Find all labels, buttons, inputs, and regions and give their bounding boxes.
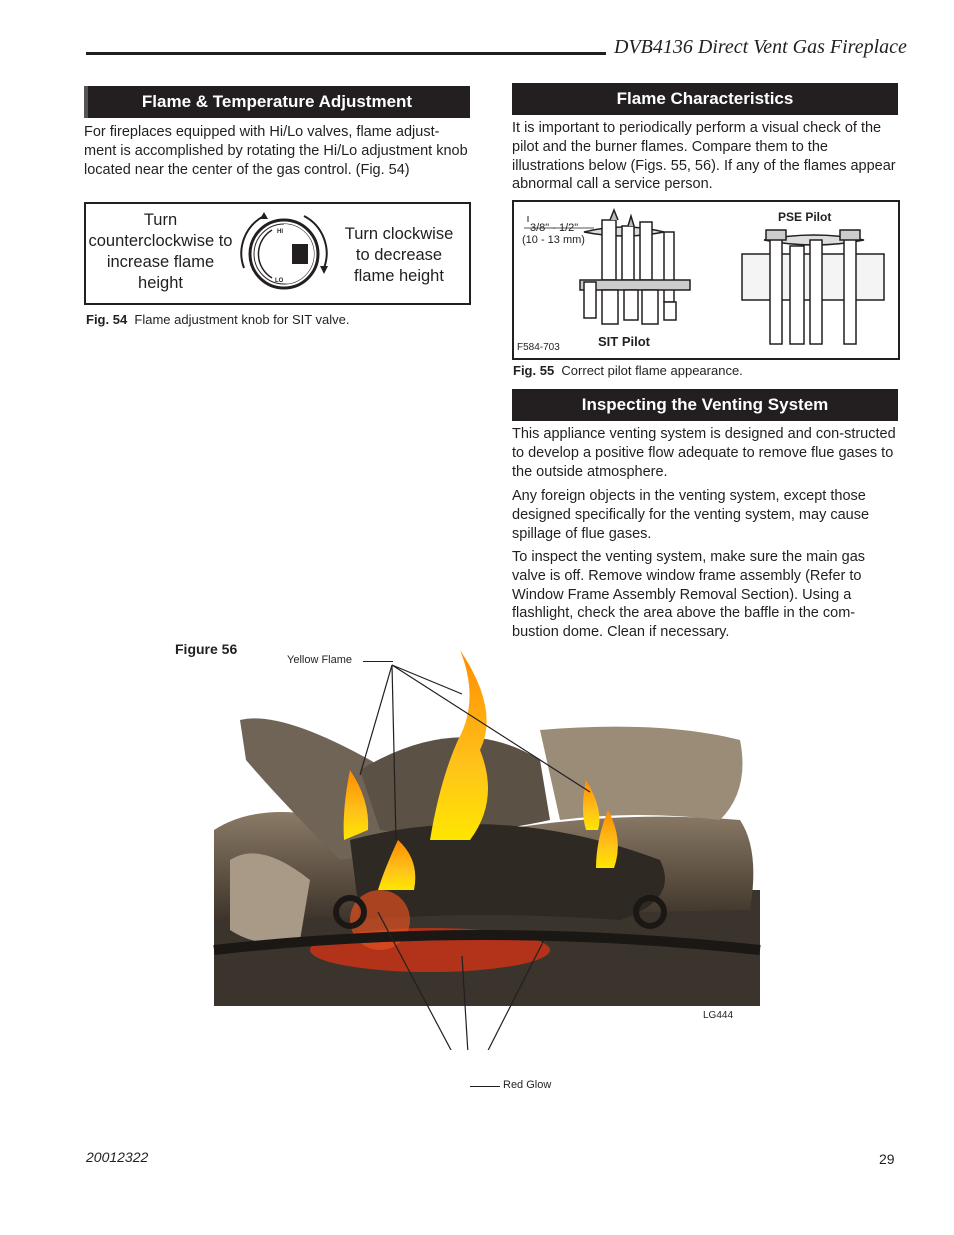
document-title: DVB4136 Direct Vent Gas Fireplace — [614, 36, 907, 58]
knob-figure-box — [84, 202, 471, 305]
pilot-dimension-mm: (10 - 13 mm) — [522, 234, 585, 246]
vent-paragraph-2: Any foreign objects in the venting system, except those designed specifically for the venting system, may cause spillage of flue gases. — [512, 488, 870, 542]
fig55-caption — [513, 363, 743, 378]
red-glow-leader — [470, 1086, 500, 1087]
fig54-caption-text: Flame adjustment knob for SIT valve. — [134, 312, 350, 327]
flame-paragraph: It is important to periodically perform a visual check of the pilot and the burner flames. Compare them to the illustrations below (Figs. 55, 56). If any of the flames appear abnormal call a service person. — [512, 120, 896, 193]
fig55-caption-text: Correct pilot flame appearance. — [561, 363, 743, 378]
document-number: 20012322 — [86, 1149, 149, 1165]
pilot-figure-box — [512, 200, 900, 360]
yellow-flame-leader — [363, 661, 393, 662]
clockwise-instruction: Turn clockwise to decrease flame height — [344, 225, 454, 285]
vent-paragraph-1: This appliance venting system is designed and con-structed to develop a positive flow adequate to remove flue gases to the outside atmosphere. — [512, 426, 896, 480]
red-glow-label: Red Glow — [503, 1079, 552, 1091]
fig54-caption — [86, 312, 350, 327]
section-accent — [84, 86, 88, 118]
fig54-label: Fig. 54 — [86, 312, 128, 327]
figure56-code: LG444 — [703, 1010, 734, 1021]
section-title-flame-characteristics — [512, 83, 898, 115]
knob-hi-label: HI — [277, 229, 283, 235]
yellow-flame-label: Yellow Flame — [287, 654, 353, 666]
drawing-code: F584-703 — [517, 342, 560, 353]
fig55-label: Fig. 55 — [513, 363, 555, 378]
section-title-text: Flame & Temperature Adjustment — [141, 92, 413, 111]
pilot-dimension: 3/8" - 1/2" — [530, 222, 579, 234]
sit-pilot-label: SIT Pilot — [598, 334, 650, 349]
section-title-text: Inspecting the Venting System — [581, 395, 829, 414]
figure56-label: Figure 56 — [175, 641, 238, 657]
counterclockwise-instruction: Turn counterclockwise to increase flame height — [88, 211, 233, 292]
header-rule — [86, 52, 606, 55]
pse-pilot-label: PSE Pilot — [778, 210, 832, 224]
adjustment-knob-icon — [234, 208, 334, 300]
section-title-venting — [512, 389, 898, 421]
section-title-flame-temperature — [84, 86, 470, 118]
log-set-illustration — [200, 650, 780, 1050]
vent-paragraph-3: To inspect the venting system, make sure the main gas valve is off. Remove window frame assembly (Refer to Window Frame Assembly Removal Section). Using a flashlight, check the area above the baffle in the com-bustion dome. Clean if necessary. — [512, 549, 866, 641]
page-number: 29 — [879, 1151, 895, 1167]
knob-lo-label: LO — [275, 278, 284, 284]
intro-paragraph: For fireplaces equipped with Hi/Lo valves, flame adjust-ment is accomplished by rotating the Hi/Lo adjustment knob located near the center of the gas control. (Fig. 54) — [84, 124, 468, 178]
section-title-text: Flame Characteristics — [616, 89, 794, 108]
